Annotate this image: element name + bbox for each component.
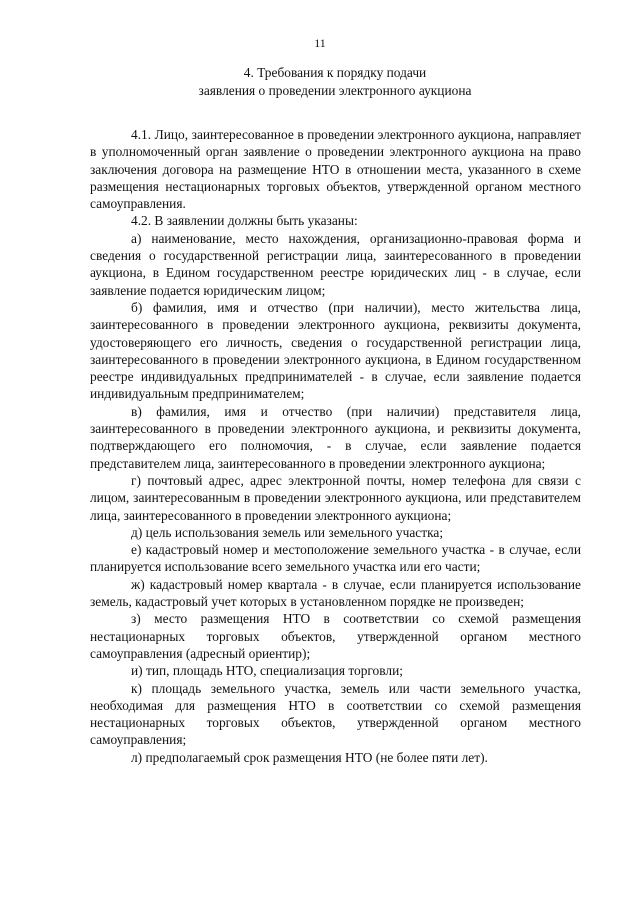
list-item-z: з) место размещения НТО в соответствии со схемой размещения нестационарных торговых объектов, утвержденной органом местного самоуправления (адресный ориентир); — [90, 611, 581, 661]
paragraph-4-2: 4.2. В заявлении должны быть указаны: — [131, 213, 358, 229]
list-item-v: в) фамилия, имя и отчество (при наличии) представителя лица, заинтересованного в проведении электронного аукциона, и реквизиты документа, подтверждающего его полномочия, - в случае, если заявление подается представителем лица, заинтересованного в проведении электронного аукциона; — [90, 403, 581, 471]
list-item-d: д) цель использования земель или земельного участка; — [131, 524, 444, 540]
list-item-g: г) почтовый адрес, адрес электронной почты, номер телефона для связи с лицом, заинтересованным в проведении электронного аукциона, или представителем лица, заинтересованного в проведении электронного аукциона; — [90, 472, 581, 523]
list-item-l: л) предполагаемый срок размещения НТО (не более пяти лет). — [131, 749, 488, 765]
list-item-a: а) наименование, место нахождения, организационно-правовая форма и сведения о государственной регистрации лица, заинтересованного в проведении аукциона, в Едином государственном реестре юридических лиц - в случае, если заявление подается юридическим лицом; — [90, 230, 581, 298]
list-item-e: е) кадастровый номер и местоположение земельного участка - в случае, если планируется использование всего земельного участка или его части; — [90, 542, 581, 575]
section-title-line-1: 4. Требования к порядку подачи — [243, 65, 427, 80]
section-heading — [100, 64, 570, 100]
section-body — [90, 126, 581, 766]
paragraph-4-1: 4.1. Лицо, заинтересованное в проведении электронного аукциона, направляет в уполномоченный орган заявление о проведении электронного аукциона на право заключения договора на размещение НТО в отношении места, указанного в схеме размещения нестационарных торговых объектов, утвержденной органом местного самоуправления. — [90, 127, 581, 212]
list-item-b: б) фамилия, имя и отчество (при наличии), место жительства лица, заинтересованного в проведении электронного аукциона, реквизиты документа, удостоверяющего его личность, сведения о государственной регистрации лица, заинтересованного в проведении электронного аукциона, в Едином государственном реестре индивидуальных предпринимателей - в случае, если заявление подается индивидуальным предпринимателем; — [90, 299, 581, 402]
list-item-k: к) площадь земельного участка, земель или части земельного участка, необходимая для размещения НТО в соответствии со схемой размещения нестационарных торговых объектов, утвержденной органом местного самоуправления; — [90, 680, 581, 748]
list-item-i: и) тип, площадь НТО, специализация торговли; — [131, 663, 403, 679]
page-number: 11 — [314, 36, 326, 50]
list-item-zh: ж) кадастровый номер квартала - в случае, если планируется использование земель, кадастровый учет которых в установленном порядке не произведен; — [90, 576, 581, 610]
section-title-line-2: заявления о проведении электронного аукциона — [198, 83, 472, 98]
